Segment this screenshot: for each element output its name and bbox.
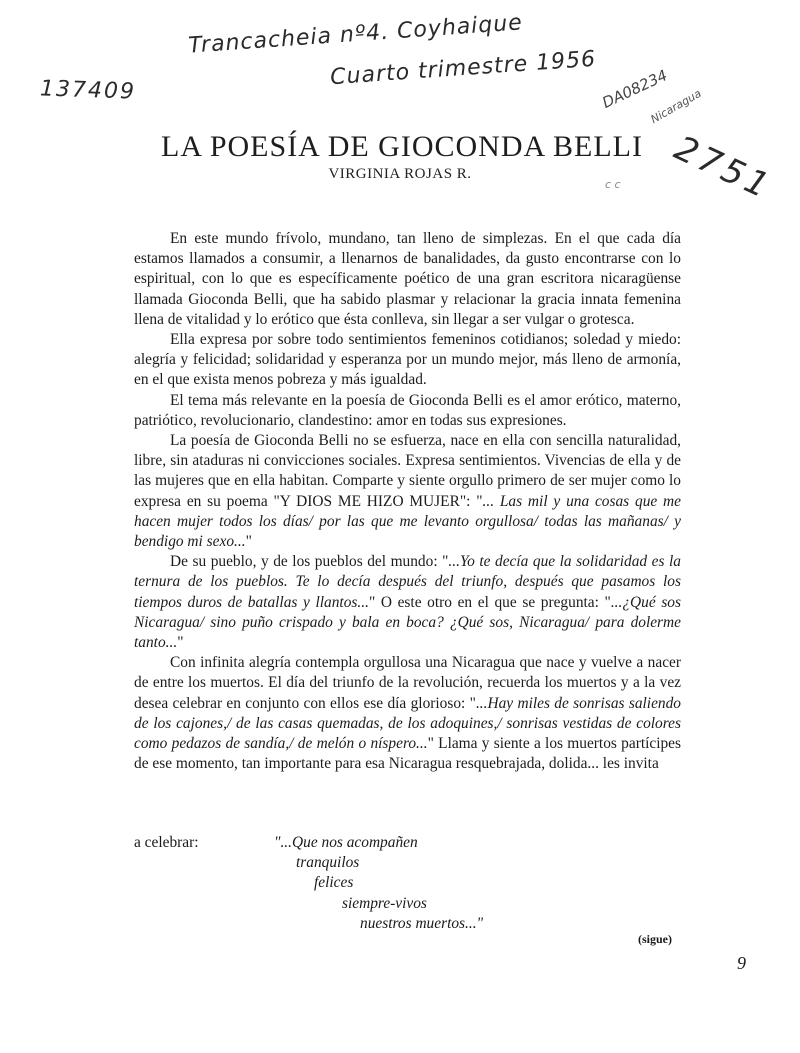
- quoted-verse: ...Hay miles de sonrisas saliendo de los cajones,/ de las casas quemadas, de los adoquines,/ sonrisas vestidas de colores como pedazos de sandía,/ de melón o níspero...: [134, 694, 681, 753]
- paragraph-text: La poesía de Gioconda Belli no se esfuerza, nace en ella con sencilla naturalidad, libre, sin ataduras ni convicciones sociales. Expresa sentimientos. Vivencias de ella y de las mujeres que en ella habitan. Comparte y siente orgullo primero de ser mujer como lo expresa en su poema "Y DIOS ME HIZO MUJER": ": [134, 432, 681, 510]
- article-paragraph: [134, 552, 681, 653]
- article-title: LA POESÍA DE GIOCONDA BELLI: [161, 130, 643, 163]
- handwritten-mark: c c: [605, 178, 621, 191]
- verse-line: "...Que nos acompañen: [274, 834, 418, 851]
- verse-line: felices: [314, 874, 354, 892]
- verse-line: tranquilos: [296, 854, 360, 872]
- paragraph-text: ": [177, 634, 184, 652]
- verse-line: nuestros muertos...": [360, 914, 484, 932]
- article-paragraph: [134, 229, 681, 330]
- paragraph-text: " O este otro en el que se pregunta: ": [368, 593, 611, 611]
- page-number: 9: [737, 953, 746, 973]
- article-body: [134, 229, 681, 774]
- handwritten-date-note: Cuarto trimestre 1956: [329, 46, 597, 91]
- quoted-verse: ...Yo te decía que la solidaridad es la ternura de los pueblos. Te lo decía después del triunfo, después que pasamos los tiempos duros de batallas y llantos...: [134, 553, 681, 611]
- paragraph-text: ": [245, 533, 252, 551]
- verse-line-wrapper: [134, 914, 694, 934]
- quoted-verse: ...¿Qué sos Nicaragua/ sino puño crispado y bala en boca? ¿Qué sos, Nicaragua/ para dolerme tanto...: [134, 593, 681, 652]
- handwritten-code: DA08234: [599, 66, 671, 112]
- verse-intro: a celebrar:: [134, 834, 199, 851]
- paragraph-text: De su pueblo, y de los pueblos del mundo: ": [170, 553, 449, 571]
- article-paragraph: [134, 431, 681, 552]
- verse-line: siempre-vivos: [342, 894, 427, 912]
- handwritten-country: Nicaragua: [648, 86, 704, 127]
- paragraph-text: Con infinita alegría contempla orgullosa una Nicaragua que nace y vuelve a nacer de entre los muertos. El día del triunfo de la revolución, recuerda los muertos y a la vez desea celebrar en conjunto con ellos ese día glorioso: ": [134, 654, 681, 712]
- verse-first-line: [134, 833, 694, 853]
- paragraph-text: El tema más relevante en la poesía de Gioconda Belli es el amor erótico, materno, patriótico, revolucionario, clandestino: amor en todas sus expresiones.: [134, 391, 681, 429]
- paragraph-text: En este mundo frívolo, mundano, tan lleno de simplezas. En el que cada día estamos llamados a consumir, a llenarnos de banalidades, da gusto encontrarse con lo espiritual, con lo que es específicamente poético de una gran escritora nicaragüense llamada Gioconda Belli, que ha sabido plasmar y relacionar la gracia innata femenina llena de vitalidad y lo erótico que ésta conlleva, sin llegar a ser vulgar o grotesca.: [134, 230, 681, 328]
- article-author: VIRGINIA ROJAS R.: [328, 166, 472, 182]
- handwritten-catalog-number: 137409: [39, 76, 137, 105]
- continues-label: (sigue): [638, 932, 672, 946]
- verse-line-wrapper: [134, 894, 694, 914]
- closing-verse: [134, 833, 694, 934]
- paragraph-text: " Llama y siente a los muertos partícipes de ese momento, tan importante para esa Nicaragua resquebrajada, dolida... les invita: [134, 735, 681, 773]
- paragraph-text: Ella expresa por sobre todo sentimientos femeninos cotidianos; soledad y miedo: alegría y felicidad; solidaridad y esperanza por un mundo mejor, más lleno de armonía, en el que exista menos pobreza y más igualdad.: [134, 331, 681, 389]
- article-paragraph: [134, 391, 681, 431]
- article-paragraph: [134, 330, 681, 391]
- verse-line-wrapper: [134, 873, 694, 893]
- handwritten-publication-note: Trancacheia nº4. Coyhaique: [187, 10, 524, 59]
- verse-line-wrapper: [134, 853, 694, 873]
- quoted-verse: ... Las mil y una cosas que me hacen mujer todos los días/ por las que me levanto orgullosa/ todas las mañanas/ y bendigo mi sexo...: [134, 492, 681, 551]
- article-paragraph: [134, 653, 681, 774]
- handwritten-reference: 2751: [668, 128, 779, 208]
